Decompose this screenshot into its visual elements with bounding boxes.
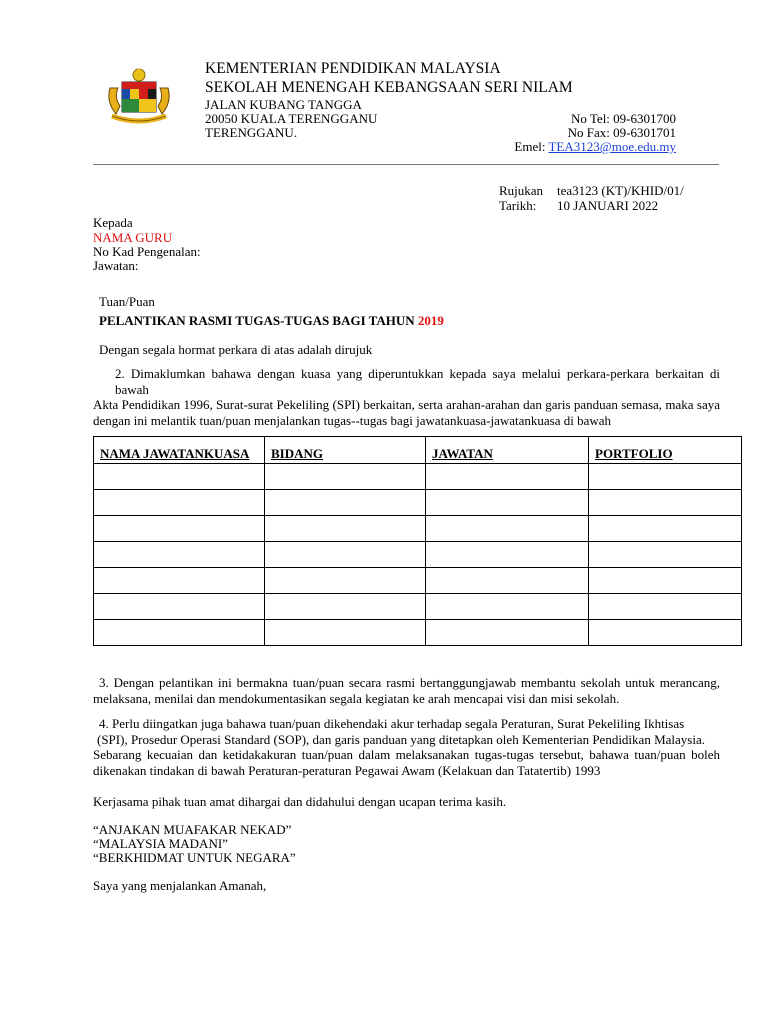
salutation: Tuan/Puan bbox=[99, 294, 155, 309]
table-cell[interactable] bbox=[426, 568, 589, 594]
tarikh-value: 10 JANUARI 2022 bbox=[557, 198, 659, 213]
subject-year: 2019 bbox=[417, 313, 444, 328]
letter-subject bbox=[99, 313, 444, 329]
table-row bbox=[94, 568, 742, 594]
table-cell[interactable] bbox=[589, 568, 742, 594]
table-row bbox=[94, 490, 742, 516]
subject-text: PELANTIKAN RASMI TUGAS-TUGAS BAGI TAHUN bbox=[99, 313, 415, 328]
paragraph-2-first-line: 2. Dimaklumkan bahawa dengan kuasa yang diperuntukkan kepada saya melalui perkara-perkara berkaitan di bawah bbox=[115, 366, 720, 397]
email-line bbox=[514, 139, 676, 155]
paragraph-3-text: 3. Dengan pelantikan ini bermakna tuan/puan secara rasmi bertanggungjawab membantu sekolah untuk merancang, melaksana, menilai dan mendokumentasikan segala kegiatan ke arah mencapai visi dan misi sekolah. bbox=[93, 675, 720, 706]
table-cell[interactable] bbox=[94, 464, 265, 490]
closing-line: Kerjasama pihak tuan amat dihargai dan didahului dengan ucapan terima kasih. bbox=[93, 794, 507, 809]
phone-number: No Tel: 09-6301700 bbox=[570, 111, 676, 126]
paragraph-4 bbox=[93, 716, 720, 778]
table-cell[interactable] bbox=[94, 516, 265, 542]
address-line-1: JALAN KUBANG TANGGA bbox=[205, 97, 362, 112]
tarikh-label: Tarikh: bbox=[499, 198, 537, 213]
paragraph-2 bbox=[93, 366, 720, 428]
column-header-portfolio: PORTFOLIO bbox=[589, 437, 742, 464]
motto-2: “MALAYSIA MADANI” bbox=[93, 836, 228, 851]
table-cell[interactable] bbox=[426, 594, 589, 620]
table-cell[interactable] bbox=[265, 620, 426, 646]
coat-of-arms-icon bbox=[102, 66, 176, 128]
table-cell[interactable] bbox=[265, 594, 426, 620]
email-link[interactable]: TEA3123@moe.edu.my bbox=[548, 139, 676, 154]
recipient-name: NAMA GURU bbox=[93, 230, 173, 245]
rujukan-value: tea3123 (KT)/KHID/01/ bbox=[557, 183, 684, 198]
table-cell[interactable] bbox=[265, 568, 426, 594]
address-line-2: 20050 KUALA TERENGGANU bbox=[205, 111, 378, 126]
email-label: Emel: bbox=[514, 139, 546, 154]
table-header-row bbox=[94, 437, 742, 464]
table-cell[interactable] bbox=[94, 594, 265, 620]
column-header-field: BIDANG bbox=[265, 437, 426, 464]
opening-line: Dengan segala hormat perkara di atas adalah dirujuk bbox=[99, 342, 373, 357]
table-cell[interactable] bbox=[589, 464, 742, 490]
table-cell[interactable] bbox=[589, 516, 742, 542]
table-row bbox=[94, 464, 742, 490]
table-row bbox=[94, 542, 742, 568]
column-header-committee: NAMA JAWATANKUASA bbox=[94, 437, 265, 464]
paragraph-4-rest: Sebarang kecuaian dan ketidakakuran tuan/puan dalam melaksanakan tugas-tugas tersebut, bahawa tuan/puan boleh dikenakan tindakan di bawah Peraturan-peraturan Pegawai Awam (Kelakuan dan Tatatertib) 1993 bbox=[93, 747, 720, 778]
table-row bbox=[94, 594, 742, 620]
motto-3: “BERKHIDMAT UNTUK NEGARA” bbox=[93, 850, 296, 865]
table-cell[interactable] bbox=[426, 516, 589, 542]
header-divider bbox=[93, 164, 719, 165]
paragraph-4-line-1: 4. Perlu diingatkan juga bahawa tuan/puan dikehendaki akur terhadap segala Peraturan, Surat Pekeliling Ikhtisas bbox=[99, 716, 685, 731]
table-row bbox=[94, 620, 742, 646]
table-cell[interactable] bbox=[265, 464, 426, 490]
table-cell[interactable] bbox=[426, 620, 589, 646]
table-row bbox=[94, 516, 742, 542]
table-cell[interactable] bbox=[265, 490, 426, 516]
school-name: SEKOLAH MENENGAH KEBANGSAAN SERI NILAM bbox=[205, 79, 573, 96]
table-cell[interactable] bbox=[94, 620, 265, 646]
table-cell[interactable] bbox=[589, 594, 742, 620]
rujukan-label: Rujukan bbox=[499, 183, 544, 198]
table-cell[interactable] bbox=[426, 490, 589, 516]
address-line-3: TERENGGANU. bbox=[205, 125, 298, 140]
paragraph-3 bbox=[93, 675, 720, 706]
table-cell[interactable] bbox=[589, 542, 742, 568]
ministry-name: KEMENTERIAN PENDIDIKAN MALAYSIA bbox=[205, 60, 501, 77]
committee-table bbox=[93, 436, 742, 646]
table-cell[interactable] bbox=[94, 568, 265, 594]
table-cell[interactable] bbox=[426, 542, 589, 568]
kepada-label: Kepada bbox=[93, 215, 133, 230]
fax-number: No Fax: 09-6301701 bbox=[567, 125, 676, 140]
table-cell[interactable] bbox=[426, 464, 589, 490]
paragraph-2-rest: Akta Pendidikan 1996, Surat-surat Pekeliling (SPI) berkaitan, serta arahan-arahan dan garis panduan semasa, maka saya dengan ini melantik tuan/puan menjalankan tugas--tugas bagi jawatankuasa-jawatankuasa di bawah bbox=[93, 397, 720, 428]
table-cell[interactable] bbox=[589, 490, 742, 516]
table-cell[interactable] bbox=[589, 620, 742, 646]
position-label: Jawatan: bbox=[93, 258, 139, 273]
ic-number-label: No Kad Pengenalan: bbox=[93, 244, 201, 259]
paragraph-4-line-2: (SPI), Prosedur Operasi Standard (SOP), dan garis panduan yang ditetapkan oleh Kementerian Pendidikan Malaysia. bbox=[97, 731, 705, 747]
column-header-position: JAWATAN bbox=[426, 437, 589, 464]
table-cell[interactable] bbox=[94, 490, 265, 516]
table-cell[interactable] bbox=[265, 516, 426, 542]
table-cell[interactable] bbox=[94, 542, 265, 568]
sign-off: Saya yang menjalankan Amanah, bbox=[93, 878, 267, 893]
motto-1: “ANJAKAN MUAFAKAR NEKAD” bbox=[93, 822, 292, 837]
table-cell[interactable] bbox=[265, 542, 426, 568]
